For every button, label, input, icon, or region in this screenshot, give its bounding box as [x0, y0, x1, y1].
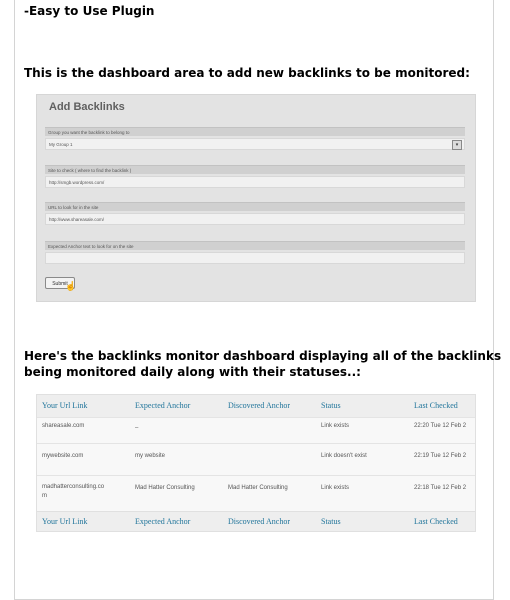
row-expected: Mad Hatter Consulting [135, 485, 195, 491]
add-backlinks-screenshot [36, 94, 476, 302]
row-url[interactable]: mywebsite.com [42, 453, 84, 459]
monitor-screenshot [36, 394, 476, 532]
table-row [37, 443, 475, 476]
col-discovered-anchor[interactable]: Discovered Anchor [228, 401, 290, 410]
add-backlinks-title: Add Backlinks [49, 101, 125, 113]
site-input[interactable]: http://smgb.wordpress.com/ [45, 176, 465, 188]
monitor-caption-line1: Here's the backlinks monitor dashboard displaying all of the backlinks [24, 349, 502, 363]
chevron-down-icon[interactable]: ▾ [452, 140, 462, 150]
add-backlinks-caption: This is the dashboard area to add new backlinks to be monitored: [24, 66, 470, 80]
group-select[interactable] [45, 138, 465, 150]
col-status[interactable]: Status [321, 401, 341, 410]
row-url[interactable]: madhatterconsulting.co [42, 484, 105, 490]
row-status: Link exists [321, 485, 350, 491]
group-label: Group you want the backlink to belong to [45, 127, 465, 136]
url-label: URL to look for in the site [45, 202, 465, 211]
row-url[interactable]: shareasale.com [42, 423, 85, 429]
col-url[interactable]: Your Url Link [42, 517, 88, 526]
col-url[interactable]: Your Url Link [42, 401, 88, 410]
col-last-checked[interactable]: Last Checked [414, 401, 458, 410]
table-footer [37, 511, 475, 532]
row-expected: my website [135, 453, 166, 459]
table-header [37, 395, 475, 417]
feature-heading: -Easy to Use Plugin [24, 4, 155, 18]
col-expected-anchor[interactable]: Expected Anchor [135, 401, 191, 410]
hand-cursor-icon: ☝ [65, 281, 77, 291]
row-discovered: Mad Hatter Consulting [228, 485, 288, 491]
row-last-checked: 22:18 Tue 12 Feb 2 [414, 485, 467, 491]
row-last-checked: 22:19 Tue 12 Feb 2 [414, 453, 467, 459]
url-input[interactable]: http://www.shareasale.com/ [45, 213, 465, 225]
monitor-caption-line2: being monitored daily along with their statuses..: [24, 365, 361, 379]
anchor-label: Expected Anchor text to look for on the site [45, 241, 465, 250]
row-status: Link exists [321, 423, 350, 429]
row-last-checked: 22:20 Tue 12 Feb 2 [414, 423, 467, 429]
row-url-wrap[interactable]: m [42, 493, 47, 499]
anchor-input[interactable] [45, 252, 465, 264]
submit-label: Submit [52, 281, 68, 287]
col-discovered-anchor[interactable]: Discovered Anchor [228, 517, 290, 526]
col-status[interactable]: Status [321, 517, 341, 526]
site-label: Site to check ( where to find the backlink ) [45, 165, 465, 174]
table-row [37, 475, 475, 512]
row-expected: – [135, 425, 139, 431]
submit-button[interactable] [45, 277, 75, 289]
table-row [37, 417, 475, 444]
row-status: Link doesn't exist [321, 453, 367, 459]
col-expected-anchor[interactable]: Expected Anchor [135, 517, 191, 526]
col-last-checked[interactable]: Last Checked [414, 517, 458, 526]
group-select-value: My Group 1 [49, 142, 73, 147]
